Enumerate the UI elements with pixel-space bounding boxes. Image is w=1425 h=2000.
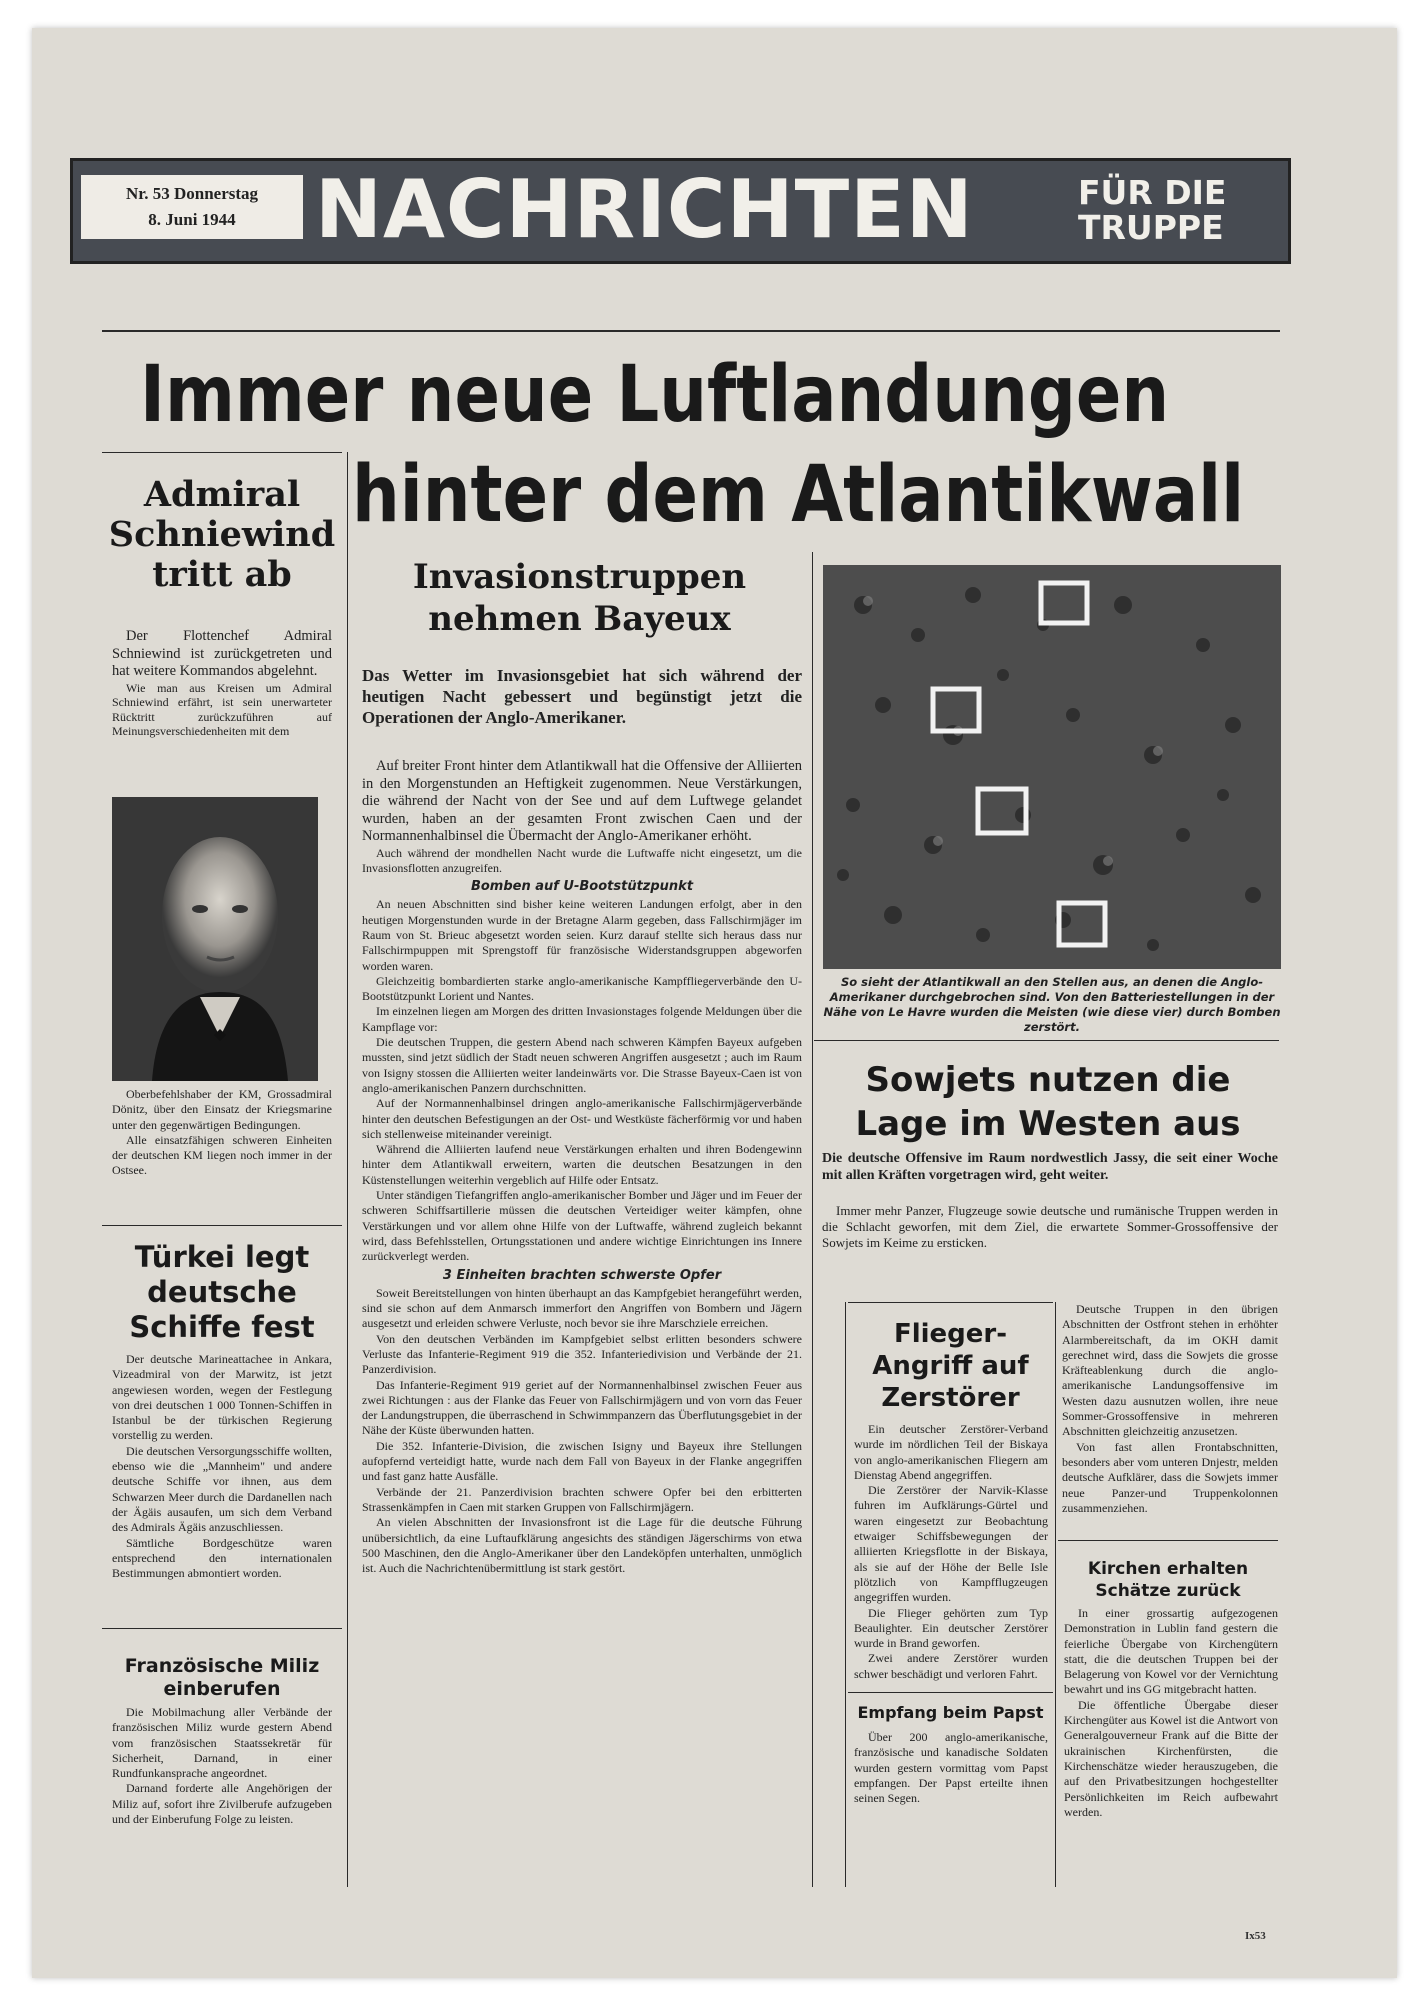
print-code: Ix53 [1245,1930,1266,1942]
sowjets-headline [818,1058,1278,1146]
main-paragraph-5: Im einzelnen liegen am Morgen des dritten Invasionstages folgende Meldungen über die Kampflage vor: [362,1004,802,1034]
schniewind-headline-line-2: Schniewind [108,514,336,555]
issue-date: 8. Juni 1944 [148,210,236,229]
main-subheadline [352,556,807,640]
schniewind-paragraph-3: Oberbefehlshaber der KM, Grossadmiral Dönitz, über den Einsatz der Kriegsmarine unter den gegenwärtigen Bedingungen. [112,1087,332,1132]
schniewind-headline [102,475,342,595]
main-subheadline-line-2: nehmen Bayeux [428,599,731,639]
tuerkei-paragraph-3: Sämtliche Bordgeschütze waren entsprechend den internationalen Bestimmungen abmontiert worden. [112,1535,332,1581]
main-paragraph-2: Auch während der mondhellen Nacht wurde die Luftwaffe nicht eingesetzt, um die Invasionsflotten anzugreifen. [362,845,802,875]
main-paragraph-7: Auf der Normannenhalbinsel dringen anglo-amerikanische Fallschirmjägerverbände hinter den deutschen Befestigungen an der Ost- und Westküste fächerförmig vor und haben sich stellenweise miteinander vereinigt. [362,1096,802,1141]
sowjets-text-right [1062,1302,1278,1537]
kirchen-headline-line-1: Kirchen erhalten [1087,1559,1249,1579]
tuerkei-headline-line-1: Türkei legt [134,1240,310,1274]
admiral-portrait-photo [112,797,318,1081]
main-paragraph-14: Verbände der 21. Panzerdivision brachten schwere Opfer bei den erbitterten Strassenkämpfen in Caen mit starken Gruppen von Fallschirmjägern. [362,1484,802,1514]
miliz-headline-line-2: einberufen [163,1678,281,1700]
schniewind-text-top [112,628,332,778]
main-subheading-2: 3 Einheiten brachten schwerste Opfer [442,1267,722,1283]
miliz-headline [102,1655,342,1701]
photo-caption: So sieht der Atlantikwall an den Stellen aus, an denen die Anglo-Amerikaner durchgebrochen sind. Von den Batteriestellungen in der Nähe von Le Havre wurden die Meisten (wie diese vier) durch Bomben zerstört. [823,975,1281,1034]
miliz-top-rule [102,1628,342,1629]
newspaper-title: NACHRICHTEN [315,163,974,256]
main-paragraph-3: An neuen Abschnitten sind bisher keine weiteren Landungen erfolgt, aber in den heutigen Morgenstunden wurde in der Bretagne Alarm gegeben, dass Fallschirmjäger im Raum von St. Brieuc abgesetzt worden seien. Kurz darauf stellte sich heraus dass nur Fallschirmpuppen mit Sprengstoff für französische Widerstandsgruppen abgeworfen worden waren. [362,897,802,973]
flieger-headline-line-1: Flieger- [893,1319,1008,1349]
miliz-paragraph-1: Die Mobilmachung aller Verbände der französischen Miliz wurde gestern Abend vom französischen Staatssekretär für Sicherheit, Darnand, in einer Rundfunkansprache angeordnet. [112,1705,332,1781]
masthead [70,158,1291,264]
main-headline-line-2: hinter dem Atlantikwall [352,450,1245,540]
main-paragraph-9: Unter ständigen Tiefangriffen anglo-amerikanischer Bomber und Jäger und im Feuer der schweren Schiffsartillerie müssen die deutschen Verteidiger weiter kämpfen, ohne Verstärkungen und vor allem ohne Hilfe von der Luftwaffe, während zugleich bekannt wird, dass Befehlsstellen, Ortungsstationen und andere wichtige Einrichtungen ins Innere zurückverlegt werden. [362,1188,802,1264]
main-headline-line-1: Immer neue Luftlandungen [140,350,1170,440]
sowjets-top-rule [814,1040,1279,1041]
main-lead-text: Das Wetter im Invasionsgebiet hat sich während der heutigen Nacht gebessert und begünstigt jetzt die Operationen der Anglo-Amerikaner. [362,666,802,727]
sowjets-lead [822,1150,1278,1200]
main-subheadline-line-1: Invasionstruppen [412,557,747,597]
sowjets-paragraph-1: Immer mehr Panzer, Flugzeuge sowie deutsche und rumänische Truppen werden in die Schlacht geworfen, mit dem Ziel, die erwartete Sommer-Grossoffensive der Sowjets im Keime zu ersticken. [822,1203,1278,1250]
aerial-image [823,565,1281,969]
tuerkei-headline-line-3: Schiffe fest [129,1310,315,1344]
kirchen-top-rule [1058,1540,1278,1541]
schniewind-paragraph-4: Alle einsatzfähigen schweren Einheiten der deutschen KM liegen noch immer in der Ostsee. [112,1132,332,1178]
column-divider-3 [845,1302,846,1887]
miliz-text [112,1705,332,1887]
schniewind-text-bottom [112,1087,332,1222]
top-rule [102,330,1280,332]
tuerkei-paragraph-1: Der deutsche Marineattachee in Ankara, Vizeadmiral von der Marwitz, ist jetzt angewiesen worden, wegen der Festlegung von drei deutschen 1 000 Tonnen-Schiffen in Istanbul be der türkischen Regierung vorstellig zu werden. [112,1352,332,1443]
flieger-headline-line-3: Zerstörer [881,1383,1020,1413]
tuerkei-paragraph-2: Die deutschen Versorgungsschiffe wollten, ebenso wie die „Mannheim" und andere deutsche Schiffe vor ihnen, aus dem Schwarzen Meer durch die Dardanellen nach der Ägäis ausaufen, um sich dem Verband des Admirals Ägäis anzuschliessen. [112,1443,332,1535]
tuerkei-headline [102,1240,342,1345]
schniewind-headline-line-1: Admiral [143,474,301,515]
tuerkei-headline-line-2: deutsche [147,1275,297,1309]
flieger-text [854,1422,1048,1687]
main-paragraph-11: Von den deutschen Verbänden im Kampfgebiet selbst erlitten besonders schwere Verluste das Infanterie-Regiment 919 die 352. Infanteriedivision und Verbände der 21. Panzerdivision. [362,1331,802,1377]
sowjets-headline-line-1: Sowjets nutzen die [865,1060,1231,1100]
main-article-body [362,758,802,1888]
main-paragraph-8: Während die Alliierten laufend neue Verstärkungen erhalten und ihren Bodengewinn hinter dem Atlantikwall erweitern, warten die deutschen Besatzungen in den Küstenstellungen weiterhin vergeblich auf Hilfe oder Entsatz. [362,1142,802,1187]
newspaper-subtitle [1078,175,1278,245]
papst-paragraph-1: Über 200 anglo-amerikanische, französische und kanadische Soldaten wurden gestern vormittag vom Papst empfangen. Der Papst erteilte ihnen seinen Segen. [854,1730,1048,1806]
miliz-headline-line-1: Französische Miliz [124,1655,320,1677]
tuerkei-top-rule [102,1225,342,1226]
column-divider-2 [812,552,813,1887]
sowjets-text-top [822,1203,1278,1298]
main-paragraph-12: Das Infanterie-Regiment 919 geriet auf der Normannenhalbinsel zwischen Feuer aus zwei Richtungen : aus der Flanke das Feuer von Fallschirmjägern und von vorn das Feuer der Landungstruppen, die überraschend in Schwimmpanzern das Überflutungsgebiet in der Nähe der Küste überwunden hatten. [362,1377,802,1438]
flieger-headline-line-2: Angriff auf [872,1351,1029,1381]
issue-number-day: Nr. 53 Donnerstag [125,184,259,203]
flieger-headline [848,1318,1053,1414]
main-paragraph-10: Soweit Bereitstellungen von hinten überhaupt an das Kampfgebiet herangeführt werden, sind sie schon auf dem Anmarsch immerfort den Angriffen von Bombern und Jägern ausgesetzt und erleiden schwere Verluste, noch bevor sie ihre Marschziele erreichen. [362,1285,802,1331]
main-paragraph-15: An vielen Abschnitten der Invasionsfront ist die Lage für die deutsche Führung unübersichtlich, da eine Luftaufklärung angesichts des ständigen Jägerschirms von etwa 500 Maschinen, den die Anglo-Amerikaner über den Landeköpfen unterhalten, unmöglich ist. Auch die Nachrichtenübermittlung ist stark gestört. [362,1515,802,1576]
flieger-paragraph-4: Zwei andere Zerstörer wurden schwer beschädigt und verloren Fahrt. [854,1651,1048,1681]
kirchen-paragraph-1: In einer grossartig aufgezogenen Demonstration in Lublin fand gestern die feierliche Übergabe von Kirchengütern statt, die die deutschen Truppen bei der Belagerung von Kowel vor der Vernichtung bewahrt und ins GG mitgebracht hatten. [1064,1606,1278,1697]
subtitle-line-2: TRUPPE [1078,208,1224,247]
kirchen-text [1064,1606,1278,1888]
tuerkei-text [112,1352,332,1624]
miliz-paragraph-2: Darnand forderte alle Angehörigen der Miliz auf, sofort ihre Zivilberufe aufzugeben und der Einberufung Folge zu leisten. [112,1781,332,1827]
kirchen-headline [1058,1558,1278,1602]
sowjets-paragraph-2: Deutsche Truppen in den übrigen Abschnitten der Ostfront stehen in erhöhter Alarmbereitschaft, da im OKH damit gerechnet wird, dass die Sowjets die grosse Kräfteablenkung durch die anglo-amerikanische Landungsoffensive im Westen dazu ausnutzen wollen, ihre neue Sommer-Grossoffensive in mehreren Abschnitten gleichzeitig anzusetzen. [1062,1302,1278,1439]
sowjets-headline-line-2: Lage im Westen aus [855,1104,1241,1144]
papst-top-rule [848,1692,1053,1693]
schniewind-paragraph-1: Der Flottenchef Admiral Schniewind ist zurückgetreten und hat weitere Kommandos abgelehnt. [112,628,332,679]
portrait-image [112,797,318,1081]
papst-headline: Empfang beim Papst [857,1703,1044,1722]
column-divider-4 [1055,1302,1056,1887]
main-paragraph-1: Auf breiter Front hinter dem Atlantikwall hat die Offensive der Alliierten in den Morgenstunden an Heftigkeit zugenommen. Neue Verstärkungen, die während der Nacht von der See und auf dem Luftwege gelandet wurden, haben an der gesamten Front zwischen Caen und der Normannenhalbinsel die Übermacht der Anglo-Amerikaner erhöht. [362,758,802,844]
schniewind-paragraph-2: Wie man aus Kreisen um Admiral Schniewind erfährt, ist sein unerwarteter Rücktritt zurückzuführen auf Meinungsverschiedenheiten mit dem [112,680,332,738]
flieger-paragraph-1: Ein deutscher Zerstörer-Verband wurde im nördlichen Teil der Biskaya von anglo-amerikanischen Fliegern am Dienstag Abend angegriffen. [854,1422,1048,1482]
schniewind-headline-line-3: tritt ab [152,554,292,595]
atlantikwall-aerial-photo [823,565,1281,969]
sowjets-lead-text: Die deutsche Offensive im Raum nordwestlich Jassy, die seit einer Woche mit allen Kräften vorgetragen wird, geht weiter. [822,1151,1278,1183]
main-subheading-1: Bomben auf U-Bootstützpunkt [470,879,694,895]
kirchen-headline-line-2: Schätze zurück [1095,1581,1241,1601]
flieger-paragraph-3: Die Flieger gehörten zum Typ Beaulighter. Ein deutscher Zerstörer wurde in Brand geworfen. [854,1605,1048,1651]
issue-info [81,175,303,239]
main-paragraph-6: Die deutschen Truppen, die gestern Abend nach schweren Kämpfen Bayeux aufgeben mussten, sind jetzt südlich der Stadt neuen schweren Angriffen ausgesetzt ; auch im Raum von Isigny stossen die Alliierten weiter landeinwärts vor. Die Strasse Bayeux-Caen ist von anglo-amerikanischen Panzern durchschnitten. [362,1035,802,1095]
subtitle-line-1: FÜR DIE [1078,173,1227,212]
flieger-paragraph-2: Die Zerstörer der Narvik-Klasse fuhren im Aufklärungs-Gürtel und waren eingesetzt zur Beobachtung etwaiger Schiffsbewegungen der alliierten Kriegsflotte in der Biskaya, als sie auf der Höhe der Belle Isle plötzlich von Kampfflugzeugen angegriffen wurden. [854,1483,1048,1605]
left-column-rule [102,452,342,453]
main-paragraph-4: Gleichzeitig bombardierten starke anglo-amerikanische Kampffliegerverbände den U-Bootstützpunkt Lorient und Nantes. [362,973,802,1004]
papst-text [854,1730,1048,1888]
sowjets-paragraph-3: Von fast allen Frontabschnitten, besonders aber vom unteren Dnjestr, melden deutsche Aufklärer, dass die Sowjets immer neue Panzer-und Truppenkolonnen zusammenziehen. [1062,1439,1278,1515]
main-article-lead [362,665,802,753]
kirchen-paragraph-2: Die öffentliche Übergabe dieser Kirchengüter aus Kowel ist die Antwort von Generalgouverneur Frank auf die Bitte der ukrainischen Kirchenfürsten, die Kirchenschätze wieder herauszugeben, die auf den Privatbesitzungen hochgestellter Persönlichkeiten im Reich aufbewahrt werden. [1064,1697,1278,1819]
column-divider-1 [347,452,348,1887]
flieger-top-rule [848,1302,1053,1303]
main-paragraph-13: Die 352. Infanterie-Division, die zwischen Isigny und Bayeux ihre Stellungen aufopfernd verteidigt hatte, wurde nach dem Fall von Bayeux in der Flanke angegriffen und fast ganz hatte Ausfälle. [362,1438,802,1484]
